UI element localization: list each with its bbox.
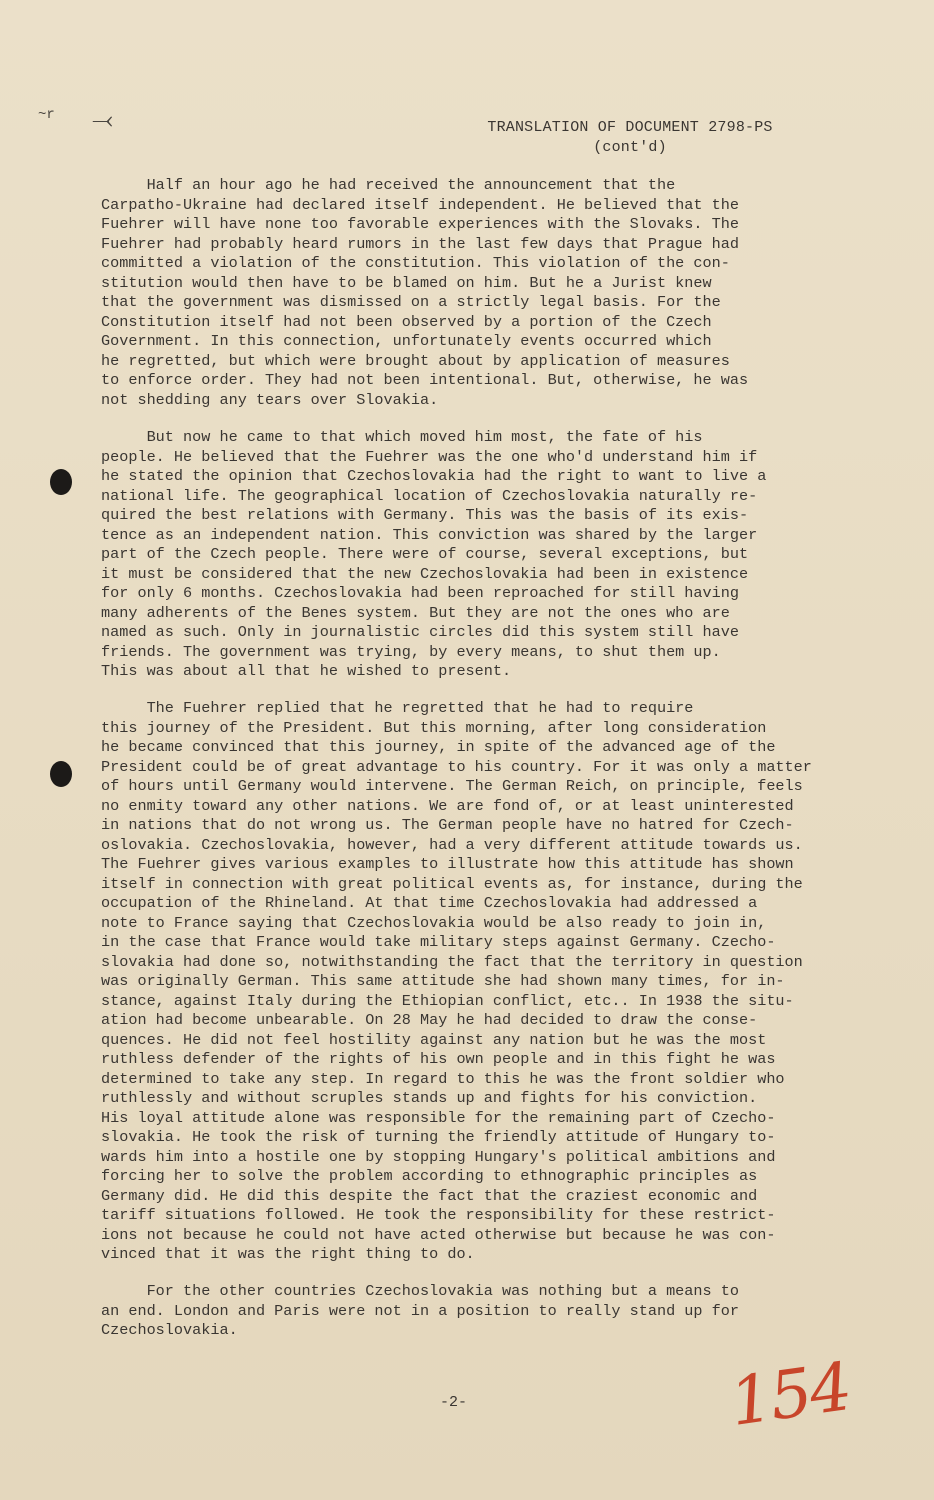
text-line: This was about all that he wished to present. [101,662,512,680]
text-line: Fuehrer will have none too favorable experiences with the Slovaks. The [101,215,739,233]
document-subtitle: (cont'd) [593,139,667,156]
text-line: he stated the opinion that Czechoslovakia had the right to want to live a [101,467,767,485]
arrow-mark-icon: ⤙ [92,106,113,136]
text-line: His loyal attitude alone was responsible for the remaining part of Czecho- [101,1108,776,1127]
text-line: slovakia. He took the risk of turning the friendly attitude of Hungary to- [101,1128,776,1146]
paragraph-2 [101,428,766,682]
text-line: was originally German. This same attitude she had shown many times, for in- [101,972,785,990]
text-line: oslovakia. Czechoslovakia, however, had a very different attitude towards us. [101,835,803,854]
text-line: forcing her to solve the problem according to ethnographic principles as [101,1167,758,1185]
corner-mark: ~r [38,107,55,123]
text-line: friends. The government was trying, by every means, to shut them up. [101,642,721,661]
page-number: -2- [440,1394,468,1411]
text-line: President could be of great advantage to his country. For it was only a matter [101,757,812,776]
text-line: Government. In this connection, unfortunately events occurred which [101,332,712,350]
text-line: Constitution itself had not been observed by a portion of the Czech [101,312,712,331]
text-line: Germany did. He did this despite the fact that the craziest economic and [101,1186,758,1205]
text-line: The Fuehrer gives various examples to illustrate how this attitude has shown [101,855,794,873]
text-line: national life. The geographical location of Czechoslovakia naturally re- [101,486,758,505]
text-line: many adherents of the Benes system. But they are not the ones who are [101,603,730,622]
paragraph-1 [101,176,748,410]
text-line: in the case that France would take military steps against Germany. Czecho- [101,933,776,951]
text-line: Carpatho-Ukraine had declared itself independent. He believed that the [101,195,739,214]
text-line: occupation of the Rhineland. At that time Czechoslovakia had addressed a [101,894,758,912]
text-line: For the other countries Czechoslovakia was nothing but a means to [101,1282,739,1300]
text-line: part of the Czech people. There were of course, several exceptions, but [101,545,749,563]
text-line: determined to take any step. In regard to this he was the front soldier who [101,1069,785,1088]
text-line: for only 6 months. Czechoslovakia had been reproached for still having [101,584,739,602]
document-title: TRANSLATION OF DOCUMENT 2798-PS [487,119,773,136]
document-heading [430,118,830,158]
text-line: he became convinced that this journey, in spite of the advanced age of the [101,738,776,756]
text-line: it must be considered that the new Czechoslovakia had been in existence [101,564,749,583]
text-line: ation had become unbearable. On 28 May he had decided to draw the conse- [101,1011,758,1029]
binder-hole [50,469,72,495]
text-line: ruthless defender of the rights of his own people and in this fight he was [101,1050,776,1068]
text-line: named as such. Only in journalistic circles did this system still have [101,623,739,641]
text-line: he regretted, but which were brought about by application of measures [101,351,730,370]
text-line: ruthlessly and without scruples stands up and fights for his conviction. [101,1089,758,1107]
text-line: that the government was dismissed on a strictly legal basis. For the [101,293,721,311]
text-line: slovakia had done so, notwithstanding the fact that the territory in question [101,952,803,971]
text-line: of hours until Germany would intervene. The German Reich, on principle, feels [101,777,803,795]
handwritten-page-number: 154 [725,1348,855,1441]
text-line: in nations that do not wrong us. The German people have no hatred for Czech- [101,816,794,834]
text-line: stitution would then have to be blamed on him. But he a Jurist knew [101,273,712,292]
paragraph-3 [101,699,812,1265]
binder-hole [50,761,72,787]
text-line: quired the best relations with Germany. This was the basis of its exis- [101,506,749,524]
text-line: no enmity toward any other nations. We are fond of, or at least uninterested [101,796,794,815]
text-line: The Fuehrer replied that he regretted that he had to require [101,699,694,717]
text-line: this journey of the President. But this morning, after long consideration [101,718,767,737]
text-line: an end. London and Paris were not in a position to really stand up for [101,1301,739,1320]
text-line: note to France saying that Czechoslovakia would be also ready to join in, [101,913,767,932]
text-line: Fuehrer had probably heard rumors in the last few days that Prague had [101,234,739,253]
text-line: ions not because he could not have acted otherwise but because he was con- [101,1225,776,1244]
text-line: not shedding any tears over Slovakia. [101,390,439,409]
text-line: tariff situations followed. He took the responsibility for these restrict- [101,1206,776,1224]
text-line: people. He believed that the Fuehrer was the one who'd understand him if [101,447,758,466]
text-line: wards him into a hostile one by stopping Hungary's political ambitions and [101,1147,776,1166]
text-line: But now he came to that which moved him most, the fate of his [101,428,703,446]
text-line: itself in connection with great political events as, for instance, during the [101,874,803,893]
text-line: vinced that it was the right thing to do. [101,1245,475,1263]
text-line: Half an hour ago he had received the announcement that the [101,176,676,194]
text-line: quences. He did not feel hostility against any nation but he was the most [101,1030,767,1049]
text-line: tence as an independent nation. This conviction was shared by the larger [101,525,758,544]
text-line: stance, against Italy during the Ethiopian conflict, etc.. In 1938 the situ- [101,991,794,1010]
text-line: Czechoslovakia. [101,1321,238,1339]
paragraph-4 [101,1282,739,1341]
text-line: to enforce order. They had not been intentional. But, otherwise, he was [101,371,749,389]
text-line: committed a violation of the constitution. This violation of the con- [101,254,730,272]
